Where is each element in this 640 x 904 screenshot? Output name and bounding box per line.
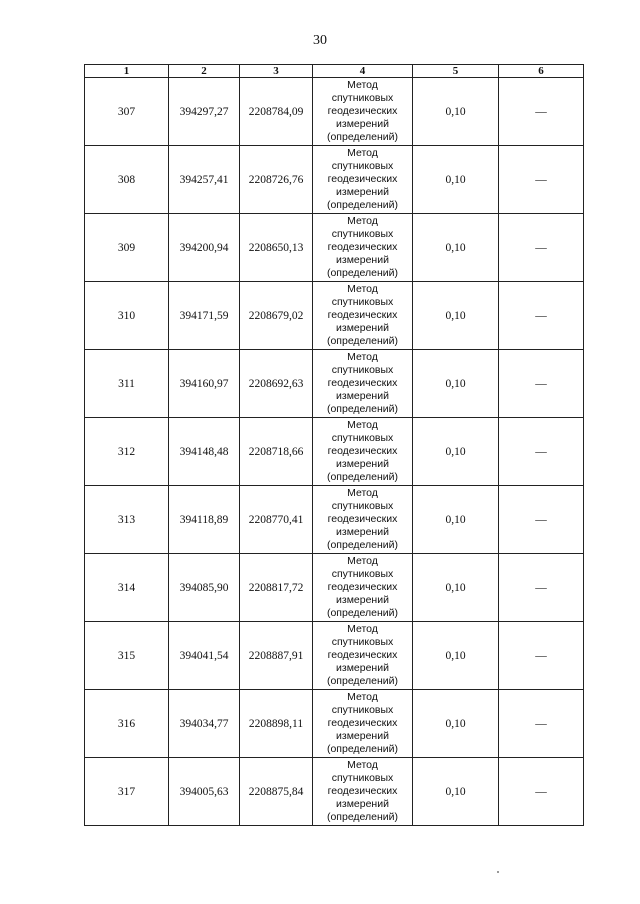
coordinates-table: [84, 64, 584, 826]
method-line: измерений: [336, 254, 389, 266]
point-number-cell: 316: [85, 690, 169, 758]
point-number-cell: 307: [85, 78, 169, 146]
y-coordinate-cell: 2208817,72: [240, 554, 313, 622]
method-line: спутниковых: [331, 500, 394, 512]
note-cell: —: [499, 418, 584, 486]
method-line: геодезических: [327, 717, 398, 729]
point-number-cell: 309: [85, 214, 169, 282]
method-line: измерений: [336, 526, 389, 538]
x-coordinate-cell: 394171,59: [169, 282, 240, 350]
y-coordinate-cell: 2208770,41: [240, 486, 313, 554]
method-line: (определений): [326, 607, 399, 619]
table-row: [85, 418, 584, 486]
table-row: [85, 486, 584, 554]
method-line: (определений): [326, 743, 399, 755]
method-line: (определений): [326, 267, 399, 279]
method-line: Метод: [347, 691, 378, 703]
method-line: спутниковых: [331, 364, 394, 376]
point-number-cell: 313: [85, 486, 169, 554]
method-cell: [313, 486, 413, 554]
note-cell: —: [499, 554, 584, 622]
method-line: (определений): [326, 335, 399, 347]
accuracy-cell: 0,10: [413, 214, 499, 282]
x-coordinate-cell: 394297,27: [169, 78, 240, 146]
method-line: (определений): [326, 539, 399, 551]
point-number-cell: 314: [85, 554, 169, 622]
method-line: Метод: [347, 351, 378, 363]
column-header-2: 2: [169, 65, 240, 78]
table-row: [85, 282, 584, 350]
method-cell: [313, 554, 413, 622]
method-line: спутниковых: [331, 92, 394, 104]
y-coordinate-cell: 2208726,76: [240, 146, 313, 214]
method-line: геодезических: [327, 241, 398, 253]
method-line: измерений: [336, 390, 389, 402]
accuracy-cell: 0,10: [413, 622, 499, 690]
method-cell: [313, 690, 413, 758]
point-number-cell: 308: [85, 146, 169, 214]
x-coordinate-cell: 394034,77: [169, 690, 240, 758]
accuracy-cell: 0,10: [413, 350, 499, 418]
x-coordinate-cell: 394085,90: [169, 554, 240, 622]
method-line: (определений): [326, 199, 399, 211]
method-line: Метод: [347, 419, 378, 431]
method-line: Метод: [347, 623, 378, 635]
accuracy-cell: 0,10: [413, 554, 499, 622]
note-cell: —: [499, 282, 584, 350]
method-line: геодезических: [327, 581, 398, 593]
column-header-4: 4: [313, 65, 413, 78]
y-coordinate-cell: 2208679,02: [240, 282, 313, 350]
table-row: [85, 758, 584, 826]
y-coordinate-cell: 2208650,13: [240, 214, 313, 282]
x-coordinate-cell: 394200,94: [169, 214, 240, 282]
header-row: [85, 65, 584, 78]
note-cell: —: [499, 146, 584, 214]
table-body: [85, 78, 584, 826]
method-line: геодезических: [327, 173, 398, 185]
note-cell: —: [499, 214, 584, 282]
method-line: измерений: [336, 798, 389, 810]
y-coordinate-cell: 2208875,84: [240, 758, 313, 826]
method-line: геодезических: [327, 445, 398, 457]
method-line: спутниковых: [331, 772, 394, 784]
table-row: [85, 146, 584, 214]
table-row: [85, 554, 584, 622]
column-header-5: 5: [413, 65, 499, 78]
table-row: [85, 214, 584, 282]
method-cell: [313, 214, 413, 282]
method-line: (определений): [326, 403, 399, 415]
method-line: геодезических: [327, 649, 398, 661]
method-line: измерений: [336, 186, 389, 198]
method-line: Метод: [347, 487, 378, 499]
column-header-1: 1: [85, 65, 169, 78]
method-line: спутниковых: [331, 568, 394, 580]
method-cell: [313, 78, 413, 146]
point-number-cell: 315: [85, 622, 169, 690]
point-number-cell: 317: [85, 758, 169, 826]
method-line: Метод: [347, 555, 378, 567]
table-row: [85, 350, 584, 418]
table-row: [85, 78, 584, 146]
method-line: геодезических: [327, 105, 398, 117]
method-cell: [313, 622, 413, 690]
column-header-6: 6: [499, 65, 584, 78]
method-cell: [313, 758, 413, 826]
method-line: Метод: [347, 147, 378, 159]
table-row: [85, 622, 584, 690]
x-coordinate-cell: 394118,89: [169, 486, 240, 554]
method-cell: [313, 282, 413, 350]
note-cell: —: [499, 486, 584, 554]
note-cell: —: [499, 350, 584, 418]
method-line: Метод: [347, 215, 378, 227]
method-line: измерений: [336, 322, 389, 334]
accuracy-cell: 0,10: [413, 690, 499, 758]
method-line: спутниковых: [331, 160, 394, 172]
accuracy-cell: 0,10: [413, 78, 499, 146]
y-coordinate-cell: 2208898,11: [240, 690, 313, 758]
method-line: измерений: [336, 662, 389, 674]
accuracy-cell: 0,10: [413, 282, 499, 350]
scan-speck: [497, 871, 499, 873]
y-coordinate-cell: 2208718,66: [240, 418, 313, 486]
method-cell: [313, 418, 413, 486]
note-cell: —: [499, 758, 584, 826]
x-coordinate-cell: 394160,97: [169, 350, 240, 418]
method-line: (определений): [326, 471, 399, 483]
page-number: 30: [313, 33, 327, 48]
method-line: измерений: [336, 594, 389, 606]
x-coordinate-cell: 394041,54: [169, 622, 240, 690]
method-line: измерений: [336, 118, 389, 130]
y-coordinate-cell: 2208784,09: [240, 78, 313, 146]
method-line: спутниковых: [331, 636, 394, 648]
method-line: спутниковых: [331, 296, 394, 308]
x-coordinate-cell: 394148,48: [169, 418, 240, 486]
method-line: Метод: [347, 79, 378, 91]
y-coordinate-cell: 2208692,63: [240, 350, 313, 418]
method-line: спутниковых: [331, 432, 394, 444]
point-number-cell: 310: [85, 282, 169, 350]
method-cell: [313, 146, 413, 214]
method-line: геодезических: [327, 513, 398, 525]
method-line: спутниковых: [331, 228, 394, 240]
method-line: Метод: [347, 759, 378, 771]
accuracy-cell: 0,10: [413, 418, 499, 486]
note-cell: —: [499, 78, 584, 146]
method-line: геодезических: [327, 377, 398, 389]
method-line: геодезических: [327, 785, 398, 797]
method-line: Метод: [347, 283, 378, 295]
method-line: геодезических: [327, 309, 398, 321]
method-line: измерений: [336, 458, 389, 470]
note-cell: —: [499, 690, 584, 758]
method-cell: [313, 350, 413, 418]
y-coordinate-cell: 2208887,91: [240, 622, 313, 690]
x-coordinate-cell: 394257,41: [169, 146, 240, 214]
accuracy-cell: 0,10: [413, 486, 499, 554]
method-line: (определений): [326, 131, 399, 143]
x-coordinate-cell: 394005,63: [169, 758, 240, 826]
point-number-cell: 311: [85, 350, 169, 418]
table-row: [85, 690, 584, 758]
point-number-cell: 312: [85, 418, 169, 486]
method-line: (определений): [326, 675, 399, 687]
accuracy-cell: 0,10: [413, 146, 499, 214]
method-line: спутниковых: [331, 704, 394, 716]
accuracy-cell: 0,10: [413, 758, 499, 826]
note-cell: —: [499, 622, 584, 690]
method-line: (определений): [326, 811, 399, 823]
column-header-3: 3: [240, 65, 313, 78]
method-line: измерений: [336, 730, 389, 742]
